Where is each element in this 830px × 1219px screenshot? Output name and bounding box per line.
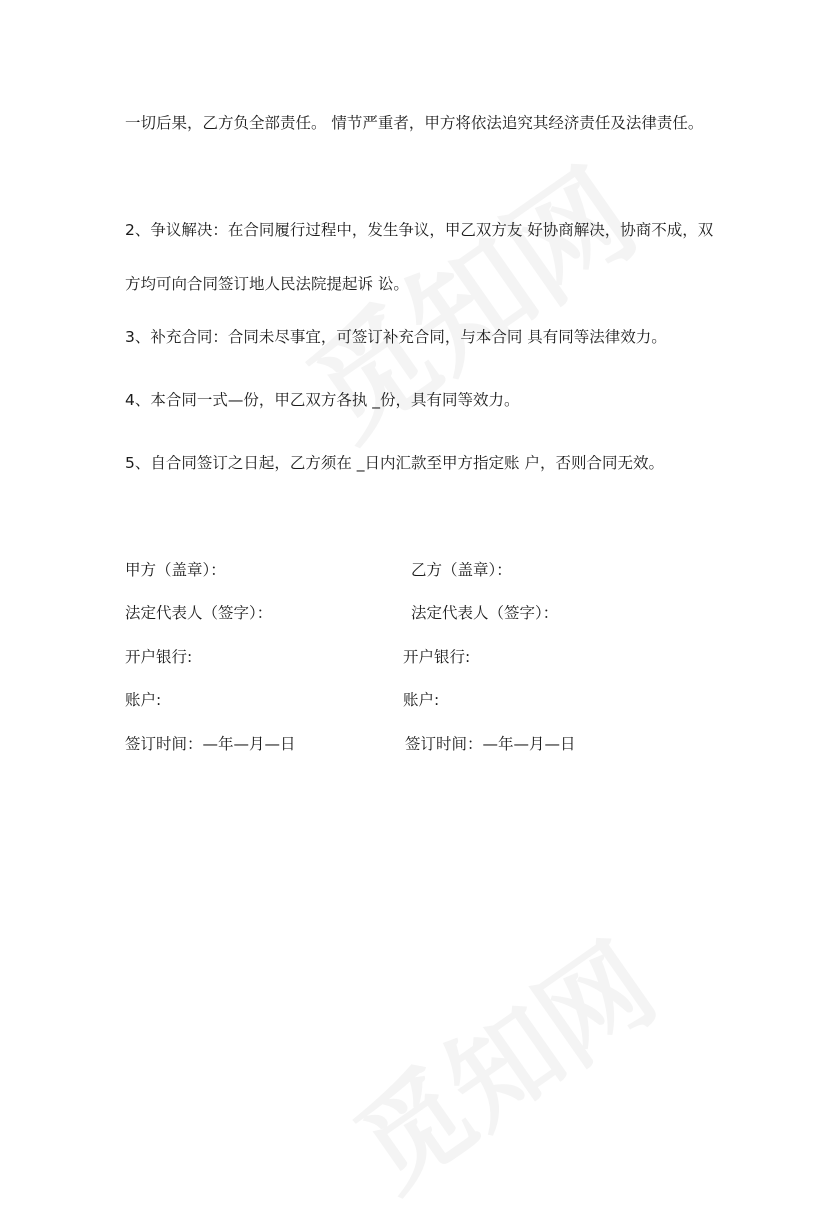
paragraph-payment-deadline: 5、自合同签订之日起，乙方须在 _日内汇款至甲方指定账 户，否则合同无效。 bbox=[125, 454, 664, 472]
party-b-account-label: 账户: bbox=[403, 691, 440, 709]
party-a-rep-label: 法定代表人（签字）： bbox=[125, 604, 273, 622]
paragraph-consequences: 一切后果，乙方负全部责任。 情节严重者，甲方将依法追究其经济责任及法律责任。 bbox=[125, 114, 704, 132]
paragraph-supplementary-contract: 3、补充合同：合同未尽事宜，可签订补充合同，与本合同 具有同等法律效力。 bbox=[125, 328, 667, 346]
party-a-date-label: 签订时间：—年—月—日 bbox=[125, 735, 296, 753]
party-b-seal-label: 乙方（盖章）： bbox=[411, 561, 512, 579]
paragraph-dispute-resolution: 2、争议解决：在合同履行过程中，发生争议，甲乙双方友 好协商解决，协商不成，双方均可向合同签订地人民法院提起诉 讼。 bbox=[125, 221, 714, 293]
party-b-date-label: 签订时间：—年—月—日 bbox=[405, 735, 576, 753]
party-b-rep-label: 法定代表人（签字）： bbox=[411, 604, 559, 622]
party-a-bank-label: 开户银行: bbox=[125, 648, 193, 666]
watermark bbox=[320, 901, 681, 1219]
party-a-seal-label: 甲方（盖章）： bbox=[125, 561, 226, 579]
party-a-account-label: 账户: bbox=[125, 691, 162, 709]
paragraph-copies: 4、本合同一式—份，甲乙双方各执 _份，具有同等效力。 bbox=[125, 391, 520, 409]
party-b-bank-label: 开户银行: bbox=[403, 648, 471, 666]
